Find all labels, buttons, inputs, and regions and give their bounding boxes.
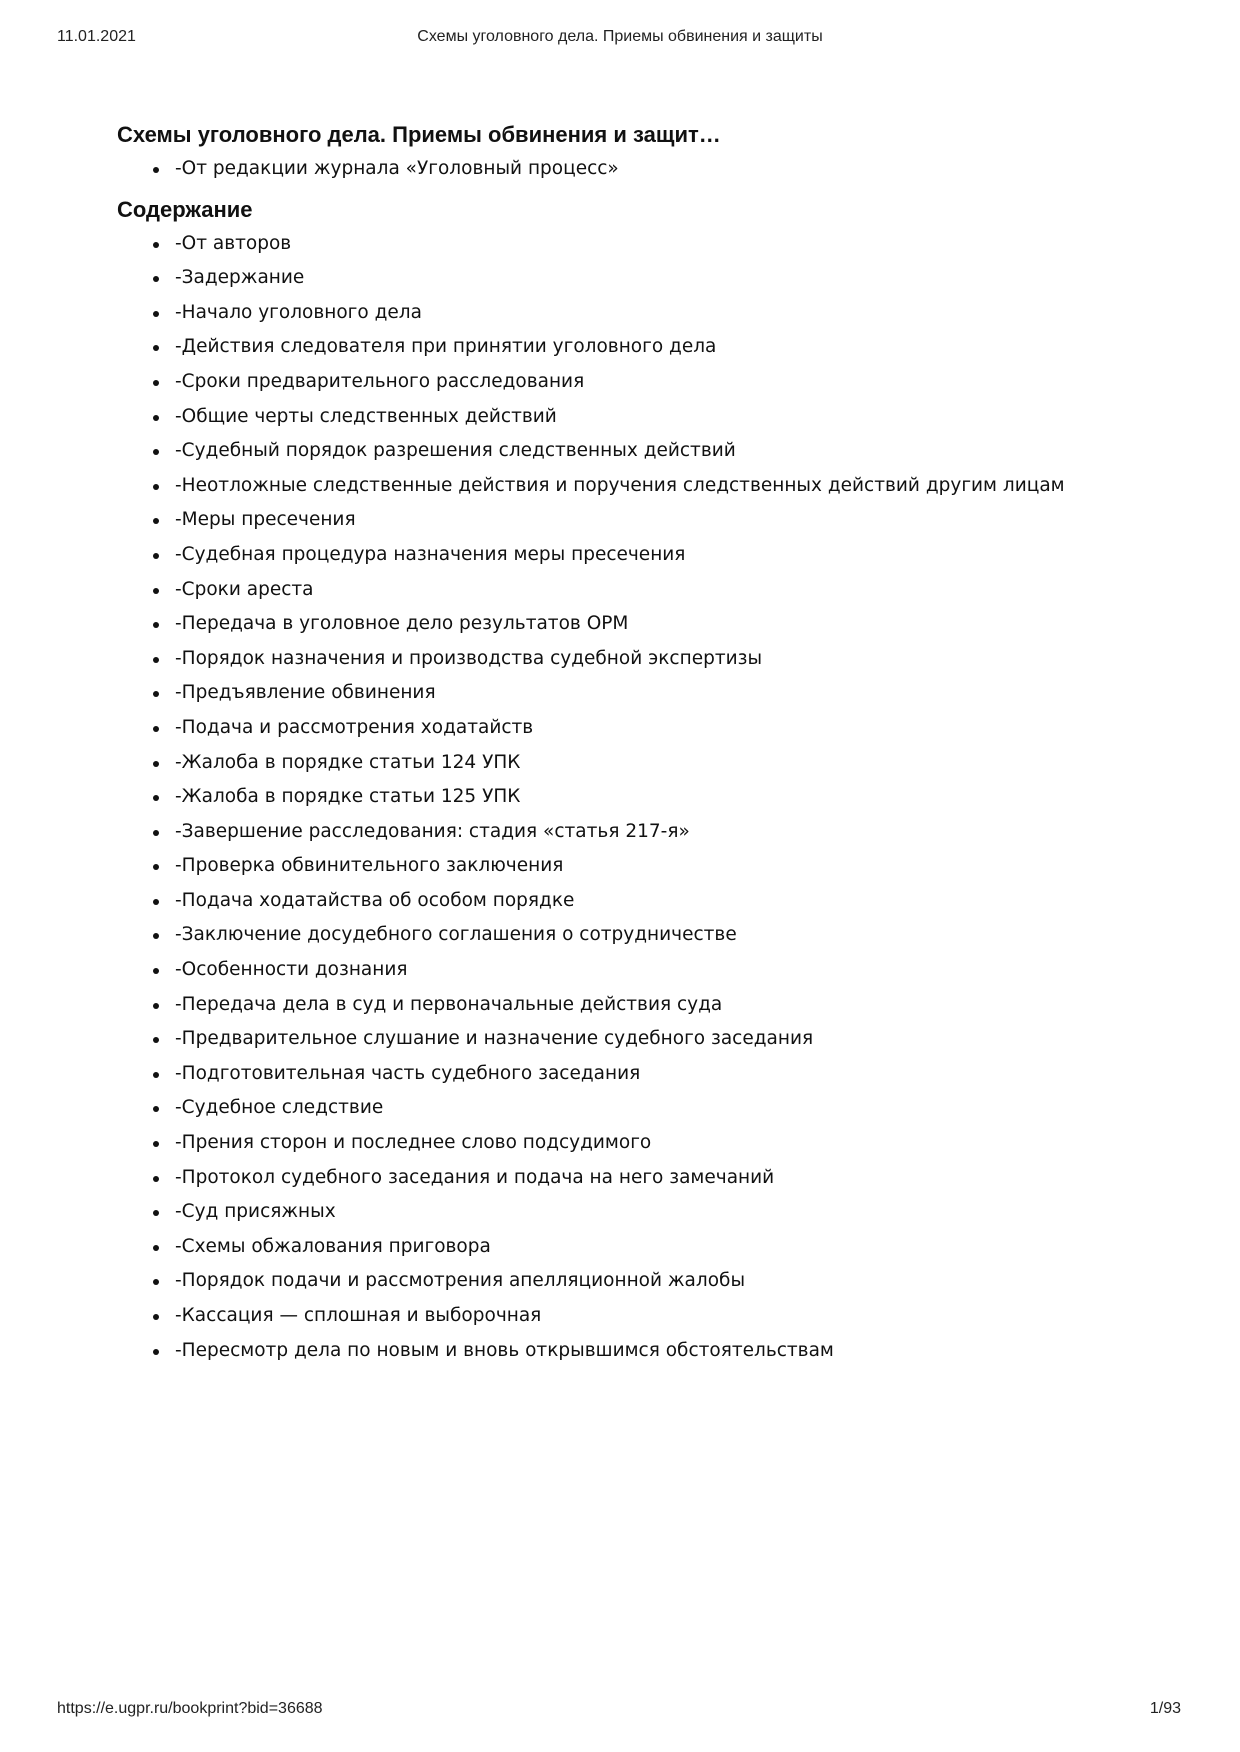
contents-item[interactable]: -Заключение досудебного соглашения о сотрудничестве xyxy=(117,918,1117,953)
contents-item[interactable]: -Предъявление обвинения xyxy=(117,676,1117,711)
contents-item[interactable]: -Меры пресечения xyxy=(117,503,1117,538)
book-title: Схемы уголовного дела. Приемы обвинения и защит… xyxy=(117,122,721,147)
intro-list xyxy=(117,152,1117,187)
contents-item[interactable]: -Общие черты следственных действий xyxy=(117,400,1117,435)
contents-item[interactable]: -Судебная процедура назначения меры пресечения xyxy=(117,538,1117,573)
contents-item[interactable]: -Сроки предварительного расследования xyxy=(117,365,1117,400)
contents-item[interactable]: -Действия следователя при принятии уголовного дела xyxy=(117,330,1117,365)
contents-item[interactable]: -Судебный порядок разрешения следственных действий xyxy=(117,434,1117,469)
contents-item[interactable]: -Жалоба в порядке статьи 125 УПК xyxy=(117,780,1117,815)
contents-item[interactable]: -Подача и рассмотрения ходатайств xyxy=(117,711,1117,746)
document-content xyxy=(117,118,1117,1368)
contents-item[interactable]: -Завершение расследования: стадия «статья 217-я» xyxy=(117,815,1117,850)
contents-item[interactable]: -Сроки ареста xyxy=(117,573,1117,608)
contents-item[interactable]: -Схемы обжалования приговора xyxy=(117,1230,1117,1265)
contents-item[interactable]: -Передача в уголовное дело результатов ОРМ xyxy=(117,607,1117,642)
intro-link[interactable]: -От редакции журнала «Уголовный процесс» xyxy=(117,152,1117,187)
contents-item[interactable]: -Задержание xyxy=(117,261,1117,296)
print-page-title: Схемы уголовного дела. Приемы обвинения и защиты xyxy=(417,28,823,45)
contents-item[interactable]: -От авторов xyxy=(117,227,1117,262)
contents-item[interactable]: -Подготовительная часть судебного заседания xyxy=(117,1057,1117,1092)
print-footer xyxy=(0,1700,1240,1730)
contents-item[interactable]: -Особенности дознания xyxy=(117,953,1117,988)
contents-item[interactable]: -Неотложные следственные действия и поручения следственных действий другим лицам xyxy=(117,469,1117,504)
contents-heading: Содержание xyxy=(117,196,253,222)
contents-item[interactable]: -Подача ходатайства об особом порядке xyxy=(117,884,1117,919)
contents-item[interactable]: -Суд присяжных xyxy=(117,1195,1117,1230)
contents-item[interactable]: -Предварительное слушание и назначение судебного заседания xyxy=(117,1022,1117,1057)
print-header xyxy=(0,0,1240,60)
contents-item[interactable]: -Кассация — сплошная и выборочная xyxy=(117,1299,1117,1334)
contents-item[interactable]: -Проверка обвинительного заключения xyxy=(117,849,1117,884)
contents-item[interactable]: -Начало уголовного дела xyxy=(117,296,1117,331)
page-number: 1/93 xyxy=(1149,1700,1181,1717)
contents-item[interactable]: -Прения сторон и последнее слово подсудимого xyxy=(117,1126,1117,1161)
print-date: 11.01.2021 xyxy=(57,28,136,45)
contents-item[interactable]: -Порядок подачи и рассмотрения апелляционной жалобы xyxy=(117,1264,1117,1299)
contents-item[interactable]: -Передача дела в суд и первоначальные действия суда xyxy=(117,988,1117,1023)
print-url: https://e.ugpr.ru/bookprint?bid=36688 xyxy=(57,1700,323,1717)
contents-item[interactable]: -Пересмотр дела по новым и вновь открывшимся обстоятельствам xyxy=(117,1334,1117,1369)
contents-item[interactable]: -Порядок назначения и производства судебной экспертизы xyxy=(117,642,1117,677)
contents-item[interactable]: -Жалоба в порядке статьи 124 УПК xyxy=(117,746,1117,781)
contents-item[interactable]: -Протокол судебного заседания и подача на него замечаний xyxy=(117,1161,1117,1196)
contents-list xyxy=(117,227,1117,1369)
contents-item[interactable]: -Судебное следствие xyxy=(117,1091,1117,1126)
